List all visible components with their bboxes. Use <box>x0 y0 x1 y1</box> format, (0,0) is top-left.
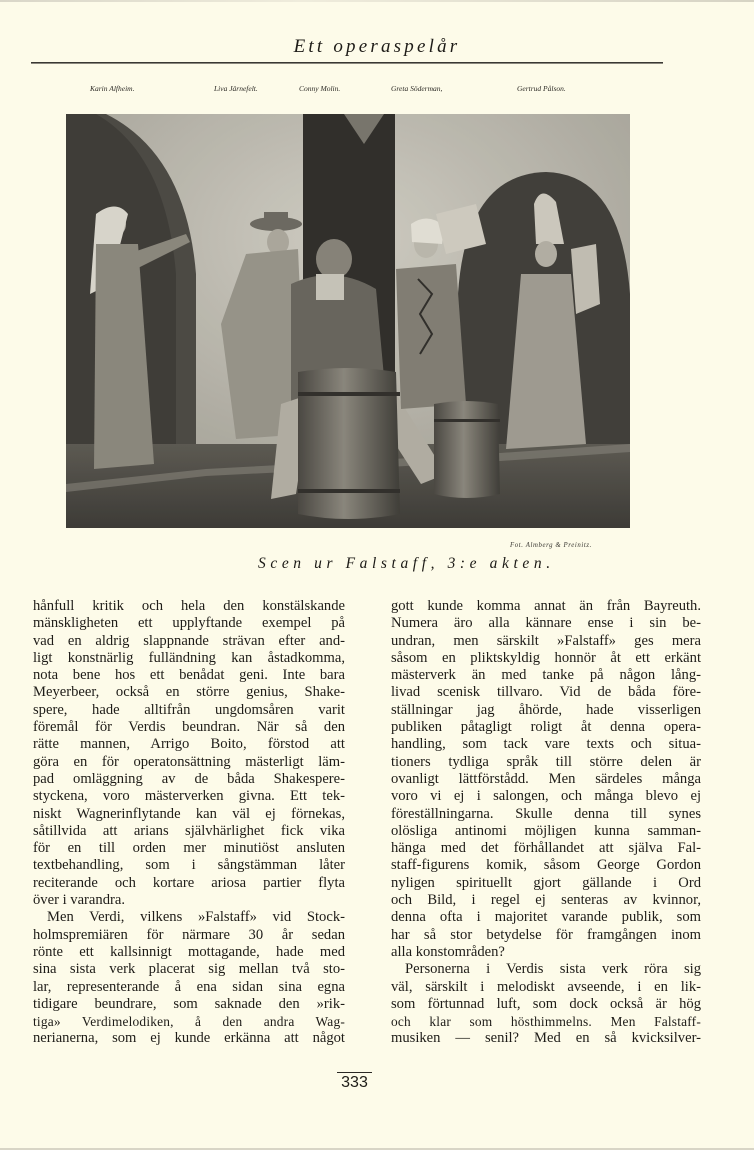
text-line: nyligen spirituellt gjort gällande i Ord <box>391 874 701 891</box>
performer-name: Gertrud Pålson. <box>517 84 566 93</box>
text-line: som förtunnad luft, som dock också är hög <box>391 995 701 1012</box>
folio-rule <box>337 1072 372 1073</box>
text-line: och Bild, i regel ej senteras av kvinnor, <box>391 892 701 909</box>
page-edge-top <box>0 0 754 2</box>
text-line: för en till orden mer minutiöst ansluten <box>33 840 345 857</box>
text-line: styckena, voro mästerverken givna. Ett tek- <box>33 788 345 805</box>
stage-photograph <box>66 114 630 528</box>
text-line: rönte ett kallsinnigt mottagande, hade med <box>33 943 345 960</box>
page-number: 333 <box>341 1074 368 1091</box>
text-line: ligt konstnärlig fulländning kan åstadkomma, <box>33 649 345 666</box>
text-line: reciterande och kortare ariosa partier flyta <box>33 874 345 891</box>
text-line: alla konstområden? <box>391 943 505 960</box>
photo-caption: Scen ur Falstaff, 3:e akten. <box>258 555 555 572</box>
text-line: över i varandra. <box>33 892 125 909</box>
performer-name: Greta Söderman, <box>391 84 443 93</box>
text-line: ovanligt lättförstådd. Men särdeles många <box>391 770 701 787</box>
text-line: har så stor betydelse för framgången inom <box>391 926 701 943</box>
performer-names <box>0 84 754 98</box>
text-line: såsom en pliktskyldig honnör åt ett erkänt <box>391 649 701 666</box>
text-line: sina sista verk placerat sig mellan två sto- <box>33 961 345 978</box>
text-line: Numera äro alla kännare ense i sin be- <box>391 615 701 632</box>
text-line: pad omläggning av de båda Shakespere- <box>33 770 345 787</box>
text-line: niskt Wagnerinflytande kan väl ej förnekas, <box>33 805 345 822</box>
header-rule <box>31 62 663 64</box>
text-line: voro vi ej i salongen, och många blevo ej <box>391 788 701 805</box>
text-column-left <box>33 598 345 1048</box>
text-line: gott kunde komma annat än från Bayreuth. <box>391 598 701 614</box>
text-line: nota bene hos ett benådat geni. Inte bara <box>33 667 345 684</box>
text-line: Meyerbeer, också en större genius, Shake- <box>33 684 345 701</box>
text-line: föremål för Verdis beundran. När så den <box>33 719 345 736</box>
text-line: väl, särskilt i melodiskt avseende, i en lik- <box>391 978 701 995</box>
text-line: rätte mannen, Arrigo Boito, förstod att <box>33 736 345 753</box>
performer-name: Karin Alfheim. <box>90 84 135 93</box>
text-line: handling, som tack vare texts och situa- <box>391 736 701 753</box>
text-line: hänga med det förhållandet att själva Fal- <box>391 840 701 857</box>
text-line: Men Verdi, vilkens »Falstaff» vid Stock- <box>47 909 345 926</box>
text-line: hånfull kritik och hela den konstälskande <box>33 598 345 614</box>
text-line: livad scenisk tillvaro. Vid de båda före- <box>391 684 701 701</box>
text-line: mästerverk än med tanke på någon lång- <box>391 667 701 684</box>
text-line: föreställningarna. Skulle denna till synes <box>391 805 701 822</box>
text-line: tidigare beundrare, som saknade den »rik- <box>33 995 345 1012</box>
running-title: Ett operaspelår <box>293 36 461 57</box>
text-line: lar, representerande å ena sidan sina egna <box>33 978 345 995</box>
text-line: vad en aldrig slappnande strävan efter and- <box>33 632 345 649</box>
text-line: publiken påtagligt roligt åt denna opera- <box>391 719 701 736</box>
performer-name: Conny Molin. <box>299 84 341 93</box>
text-line: mänskligheten ett upplyftande exempel på <box>33 615 345 632</box>
text-column-right <box>391 598 701 1048</box>
text-line: Personerna i Verdis sista verk röra sig <box>405 961 701 978</box>
text-line: ställningar jag åhörde, hade visserligen <box>391 701 701 718</box>
text-line: staff-figurens komik, såsom George Gordon <box>391 857 701 874</box>
text-line: olösliga antinomi möjligen kunna samman- <box>391 822 701 839</box>
performer-name: Liva Järnefelt. <box>214 84 258 93</box>
text-line: undran, men särskilt »Falstaff» ges mera <box>391 632 701 649</box>
text-line: och klar som hösthimmelns. Men Falstaff- <box>391 1014 701 1030</box>
text-line: göra en för operatonsättning mästerligt läm- <box>33 753 345 770</box>
text-line: tiga» Verdimelodiken, å den andra Wag- <box>33 1014 345 1030</box>
text-line: textbehandling, som i sångstämman låter <box>33 857 345 874</box>
photo-credit: Fot. Almberg & Preinitz. <box>510 542 592 549</box>
photo-illustration <box>66 114 630 528</box>
text-line: tioners tydliga språk till större delen är <box>391 753 701 770</box>
text-line: nerianerna, som ej kunde erkänna att något <box>33 1030 345 1047</box>
text-line: musiken — senil? Med en så kvicksilver- <box>391 1030 701 1047</box>
text-line: denna ofta i majoritet varande publik, som <box>391 909 701 926</box>
text-line: spere, hade alltifrån ungdomsåren varit <box>33 701 345 718</box>
text-line: såtillvida att arians självhärlighet fick vika <box>33 822 345 839</box>
text-line: holmspremiären för närmare 30 år sedan <box>33 926 345 943</box>
